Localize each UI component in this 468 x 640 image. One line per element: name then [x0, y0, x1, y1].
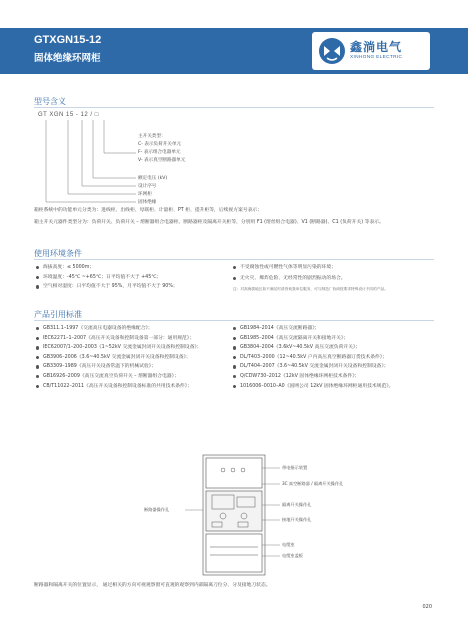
- diagram-label-live-indicator: 带电指示装置: [282, 465, 308, 470]
- diagram-caption: 断路器和隔离开关的位置显示， 通过相关的方向可视观察窗可直观的观察到内部隔离刀位分、分及接地刀状态。: [34, 583, 271, 588]
- list-item: GB16926–2009《高压交流真空负荷开关 – 熔断器组合电器》；: [36, 372, 202, 382]
- diagram-label-cable-cover: 电缆室盖板: [282, 553, 303, 558]
- list-item: 1016006–0010–A0《国网公司 12kV 固体绝缘环网柜通用技术规范》。: [233, 382, 393, 392]
- model-paragraph-1: 箱柜系统中的功能单元分类为：进线柜、出线柜、母联柜、计量柜、PT 柜、提升柜等，后续视方案号表示；: [34, 208, 263, 213]
- diagram-label-earthing-hole: 接地开关操作孔: [282, 517, 312, 522]
- brand-name-en: XINHONG ELECTRIC: [350, 55, 403, 60]
- model-paragraph-2: 箱主开关元器件类型分为：负荷开关、负荷开关 – 熔断器组合电器柜、断路器柜及隔离开关柜等，分别用 F1 (熔丝组合电器)、V1 (断路器)、C1 (负荷开关) 等表示。: [34, 220, 384, 225]
- list-item: DL/T403–2000《12~40.5kV 户内高压真空断路器订货技术条件》；: [233, 353, 393, 363]
- tree-label-design-no: 设计序号: [138, 184, 157, 189]
- diagram-label-isolator-hole: 隔离开关操作孔: [282, 502, 312, 507]
- tree-label-c: C- 表示负荷开关单元: [138, 142, 182, 147]
- section-title-standards: 产品引用标准: [34, 310, 82, 319]
- list-item: GB3309–1989《高压开关设备常温下的机械试验》；: [36, 362, 202, 372]
- list-item: GB1985–2004《高压交流隔离开关和接地开关》；: [233, 334, 393, 344]
- section-title-environment: 使用环境条件: [34, 249, 82, 258]
- section-title-model-meaning: 型号含义: [34, 97, 66, 106]
- tree-label-solid-insulation: 固体绝缘: [138, 200, 157, 205]
- list-item: IEC62007/1–200–2003《1~52kV 交流金属封闭开关设备和控制设备》；: [36, 343, 202, 353]
- tree-label-v: V- 表示真空断路器单元: [138, 158, 186, 163]
- product-name: 固体绝缘环网柜: [34, 53, 101, 64]
- list-item: 海拔高度：≤ 5000m；: [36, 263, 178, 273]
- tree-label-switch-type: 主开关类型：: [138, 134, 166, 139]
- list-item: GB1984–2014《高压交流断路器》；: [233, 324, 393, 334]
- list-item: Q/CDW730–2012《12kV 固体绝缘环网柜技术条件》；: [233, 372, 393, 382]
- list-item: GB3906–2006《3.6~40.5kV 交流金属封闭开关设备和控制设备》；: [36, 353, 202, 363]
- list-item: CB/T11022–2011《高压开关设备和控制设备标准的共用技术条件》；: [36, 382, 202, 392]
- brand-name-cn: 鑫淌电气: [350, 40, 403, 54]
- model-code: GT XGN 15 - 12 / □: [38, 112, 99, 118]
- list-item: GB3804–2004《3.6kV~40.5kV 高压交流负荷开关》；: [233, 343, 393, 353]
- model-title: GTXGN15-12: [34, 34, 102, 46]
- list-item: 环境温度：-45℃ ~+65℃；日平均值不大于 +45℃；: [36, 273, 178, 283]
- diagram-label-3c-hole: 3C 真空断路器 / 隔离开关操作孔: [282, 481, 344, 486]
- list-item: DL/T404–2007《3.6~40.5kV 交流金属封闭开关设备和控制设备》；: [233, 362, 393, 372]
- page-number: 020: [422, 604, 432, 610]
- tree-label-f: F- 表示组合电器单元: [138, 150, 181, 155]
- list-item: 无火灾、爆炸危险、无经常性的剧烈振动的场合。: [233, 274, 346, 284]
- diagram-label-cable-room: 电缆室: [282, 542, 295, 547]
- list-item: 不受腐蚀性或可燃性气体等明显污染的环境；: [233, 263, 336, 273]
- diagram-label-breaker-hole: 断路器操作孔: [144, 507, 170, 512]
- tree-label-ring-unit: 环网柜: [138, 192, 152, 197]
- list-item: IEC62271–1–2007《高压开关设备和控制设备第一部分：通用规范》；: [36, 334, 202, 344]
- environment-note: 注：对高海拔地区如不满足时请咨询我单位服务，可与制造厂协商按要求特殊设计不同的产品。: [233, 287, 388, 291]
- list-item: 空气相对湿度：日平均值不大于 95%，月平均值不大于 90%；: [36, 282, 178, 292]
- tree-label-voltage: 额定电压 (kV): [138, 176, 168, 181]
- list-item: GB311.1–1997《交流高压电器设备的绝缘配合》；: [36, 324, 202, 334]
